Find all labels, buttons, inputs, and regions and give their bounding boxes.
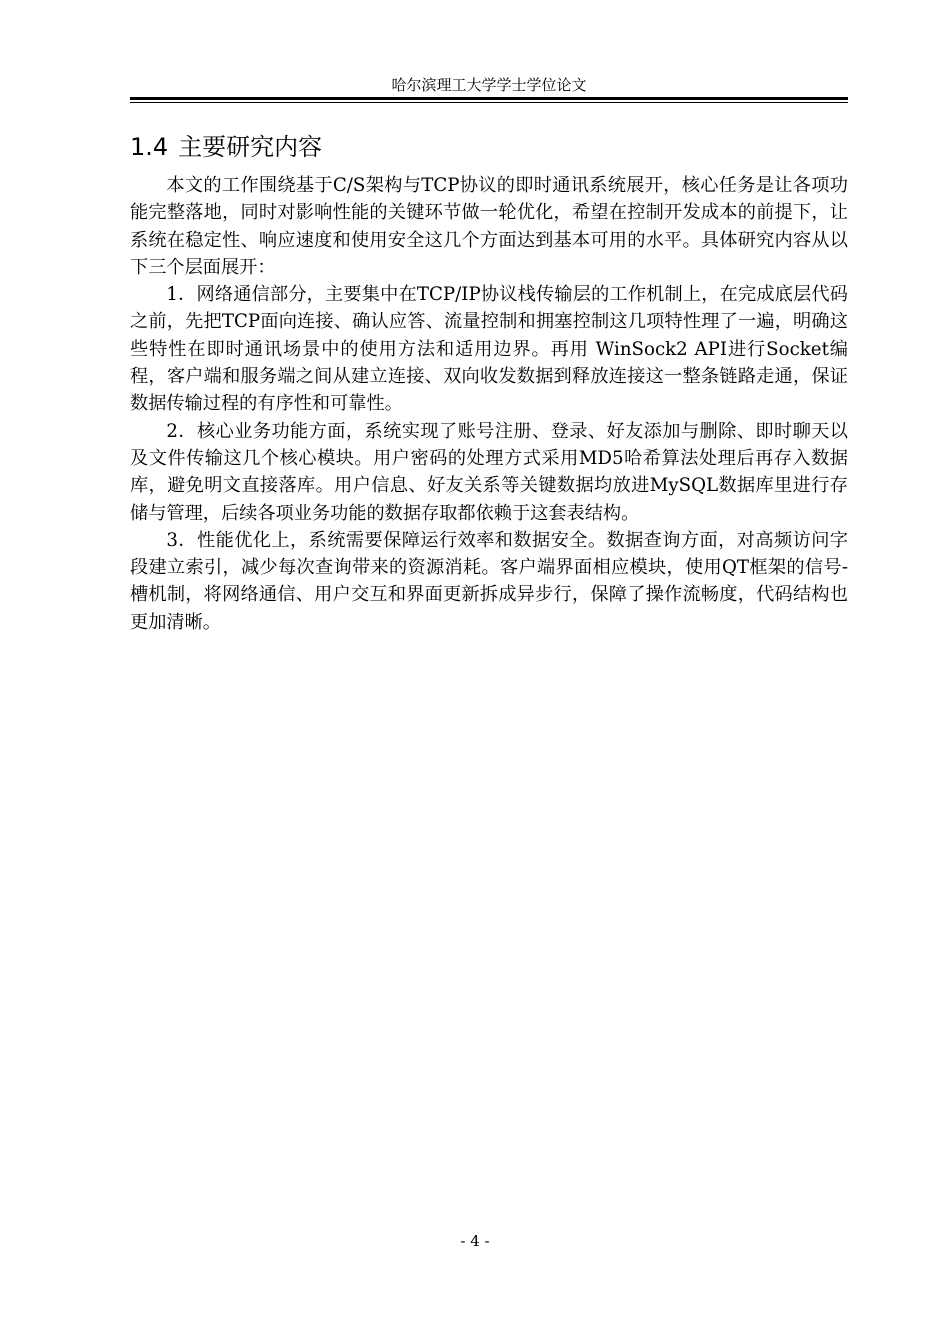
header-rule-thick xyxy=(130,97,848,100)
body-text xyxy=(130,172,848,636)
section-number: 1.4 xyxy=(130,133,169,161)
page-number: - 4 - xyxy=(460,1232,490,1250)
paragraph-network: 1．网络通信部分，主要集中在TCP/IP协议栈传输层的工作机制上，在完成底层代码之前，先把TCP面向连接、确认应答、流量控制和拥塞控制这几项特性理了一遍，明确这些特性在即时通讯场景中的使用方法和适用边界。再用 WinSock2 API进行Socket编程，客户端和服务端之间从建立连接、双向收发数据到释放连接这一整条链路走通，保证数据传输过程的有序性和可靠性。 xyxy=(130,284,848,415)
header-rule-thin xyxy=(130,102,848,103)
section-title: 主要研究内容 xyxy=(178,133,323,161)
paragraph-business: 2．核心业务功能方面，系统实现了账号注册、登录、好友添加与删除、即时聊天以及文件传输这几个核心模块。用户密码的处理方式采用MD5哈希算法处理后再存入数据库，避免明文直接落库。用户信息、好友关系等关键数据均放进MySQL数据库里进行存储与管理，后续各项业务功能的数据存取都依赖于这套表结构。 xyxy=(130,420,848,524)
running-header: 哈尔滨理工大学学士学位论文 xyxy=(391,76,587,94)
paragraph-intro: 本文的工作围绕基于C/S架构与TCP协议的即时通讯系统展开，核心任务是让各项功能完整落地，同时对影响性能的关键环节做一轮优化，希望在控制开发成本的前提下，让系统在稳定性、响应速度和使用安全这几个方面达到基本可用的水平。具体研究内容从以下三个层面展开： xyxy=(130,175,848,278)
paragraph-performance: 3．性能优化上，系统需要保障运行效率和数据安全。数据查询方面，对高频访问字段建立索引，减少每次查询带来的资源消耗。客户端界面相应模块，使用QT框架的信号-槽机制，将网络通信、用户交互和界面更新拆成异步行，保障了操作流畅度，代码结构也更加清晰。 xyxy=(130,529,848,633)
section-heading xyxy=(130,130,322,164)
